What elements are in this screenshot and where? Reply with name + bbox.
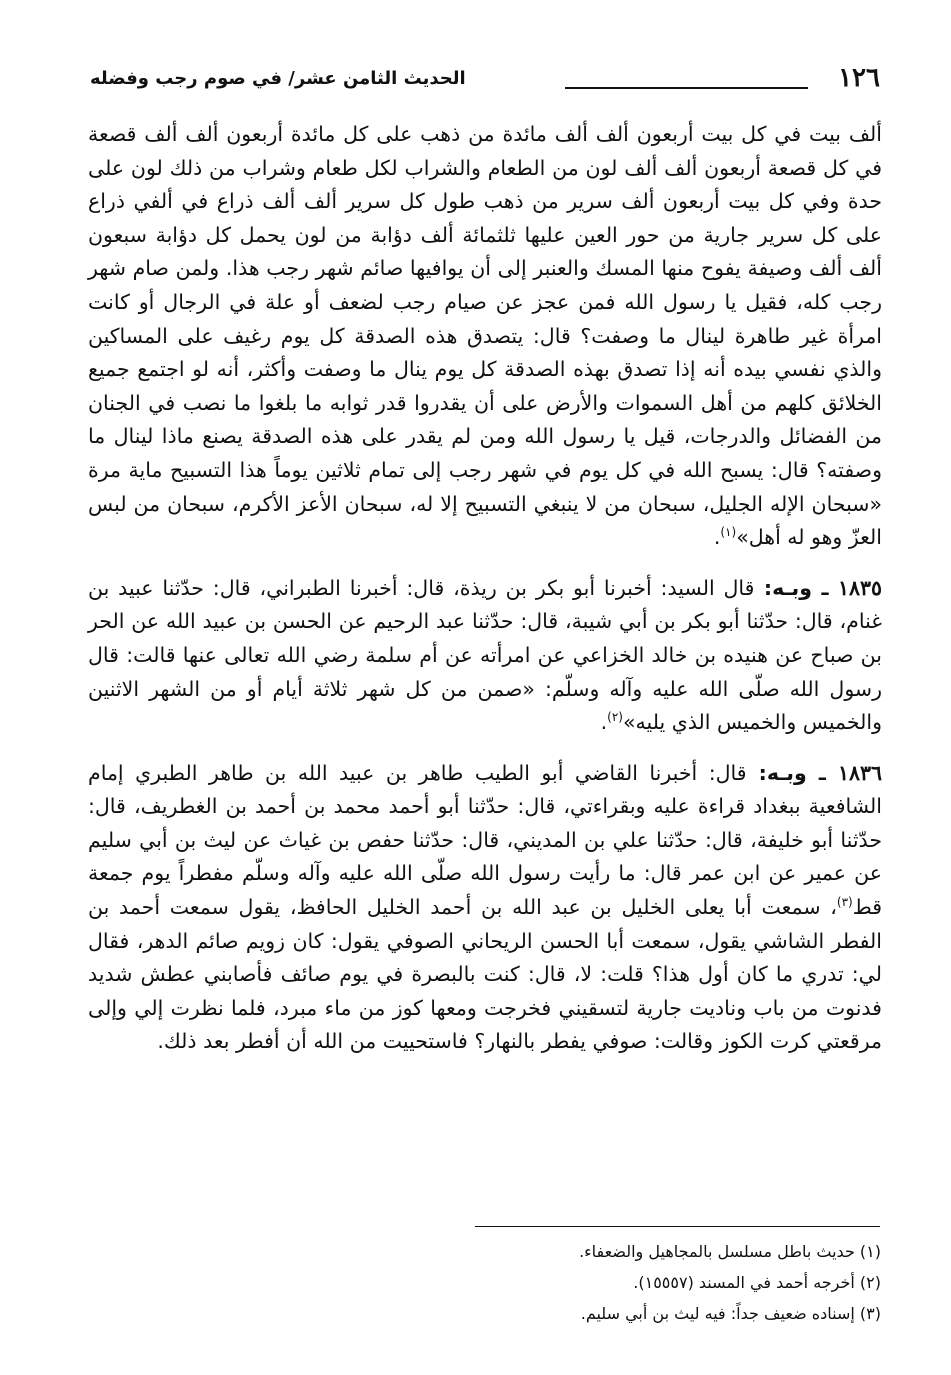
paragraph-end: . [713,525,721,550]
hadith-number: ١٨٣٦ [837,760,883,785]
hadith-text: قال: أخبرنا القاضي أبو الطيب طاهر بن عبيد الله بن طاهر الطبري إمام الشافعية ببغداد قراءة عليه وبقراءتي، قال: حدّثنا أبو أحمد محمد بن أحمد بن الغطريف، قال: حدّثنا أبو خليفة، قال: حدّثنا علي بن المديني، قال: حدّثنا حفص بن غياث عن ليث بن أبي سليم عن عمير عن ابن عمر قال: ما رأيت رسول الله صلّى الله عليه وآله وسلّم مفطراً يوم جمعة قط [88,760,882,920]
footnote: (١) حديث باطل مسلسل بالمجاهيل والضعفاء. [579,1242,881,1261]
footnote-ref: (١) [720,525,737,540]
footnote-ref: (٣) [836,895,853,910]
footnote: (٣) إسناده ضعيف جداً: فيه ليث بن أبي سليم. [580,1304,881,1323]
running-title: الحديث الثامن عشر/ في صوم رجب وفضله [90,68,466,89]
header-rule [565,87,808,89]
hadith-text-continued: ، سمعت أبا يعلى الخليل بن عبد الله بن أحمد الخليل الحافظ، يقول سمعت أحمد بن الفطر الشاشي يقول، سمعت أبا الحسن الريحاني الصوفي يقول: كان زويم صائم الدهر، فقال لي: تدري ما كان أول هذا؟ قلت: لا، قال: كنت بالبصرة في يوم صائف فأصابني عطش شديد فدنوت من باب وناديت جارية لتسقيني فخرجت ومعها كوز من ماء مبرد، فلما نظرت إلي وإلى مرقعتي كرت الكوز وقالت: صوفي يفطر بالنهار؟ فاستحييت من الله أن أفطر بعد ذلك. [88,895,882,1054]
paragraph-end: . [600,710,608,735]
footnote: (٢) أخرجه أحمد في المسند (١٥٥٥٧). [633,1273,881,1292]
paragraph-continuation [88,118,882,555]
hadith-1836 [88,757,882,1059]
footnotes [461,1236,881,1329]
hadith-1835 [88,572,882,740]
footnote-separator [475,1226,880,1227]
page-number: ١٢٦ [838,63,880,93]
page-header [90,60,880,100]
footnote-ref: (٢) [607,710,623,725]
main-text [88,118,882,1059]
hadith-intro: ـ وبـه: [754,575,838,600]
paragraph-text: ألف بيت في كل بيت أربعون ألف ألف مائدة من ذهب على كل مائدة أربعون ألف ألف قصعة في كل قصعة أربعون ألف ألف لون من الطعام والشراب لكل طعام وشراب من ذلك لون على حدة وفي كل بيت أربعون ألف سرير من ذهب طول كل سرير ألف ألف ذراع في ألفي ذراع على كل سرير جارية من حور العين عليها ثلثمائة ألف دؤابة من لون يحمل كل دؤابة سبعون ألف ألف وصيفة يفوح منها المسك والعنبر إلى أن يوافيها صائم شهر رجب هذا. ولمن صام شهر رجب كله، فقيل يا رسول الله فمن عجز عن صيام رجب لضعف أو علة في الرجال أو كانت امرأة غير طاهرة لينال ما وصفت؟ قال: يتصدق هذه الصدقة كل يوم رغيف على المساكين والذي نفسي بيده أنه إذا تصدق بهذه الصدقة كل يوم ينال ما وصفت وأكثر، أنه لو اجتمع جميع الخلائق كلهم من أهل السموات والأرض على أن يقدروا قدر ثوابه ما بلغوا ما نصب في الجنان من الفضائل والدرجات، قيل يا رسول الله ومن لم يقدر على هذه الصدقة يصنع ماذا لينال ما وصفته؟ قال: يسبح الله في كل يوم في شهر رجب إلى تمام ثلاثين يوماً هذا التسبيح ماية مرة «سبحان الإله الجليل، سبحان من لا ينبغي التسبيح إلا له، سبحان الأعز الأكرم، سبحان من لبس العزّ وهو له أهل» [88,122,882,550]
hadith-text: قال السيد: أخبرنا أبو بكر بن ريذة، قال: أخبرنا الطبراني، قال: حدّثنا عبيد بن غنام، قال: حدّثنا أبو بكر بن أبي شيبة، قال: حدّثنا عبد الرحيم عن الحسن بن عبيد الله عن الحر بن صباح عن هنيده بن خالد الخزاعي عن امرأته عن أم سلمة رضي الله تعالى عنها قالت: قال رسول الله صلّى الله عليه وآله وسلّم: «صمن من كل شهر ثلاثة أيام أو من الشهر الاثنين والخميس والخميس الذي يليه» [88,575,882,735]
hadith-intro: ـ وبـه: [746,760,838,785]
hadith-number: ١٨٣٥ [837,575,882,600]
